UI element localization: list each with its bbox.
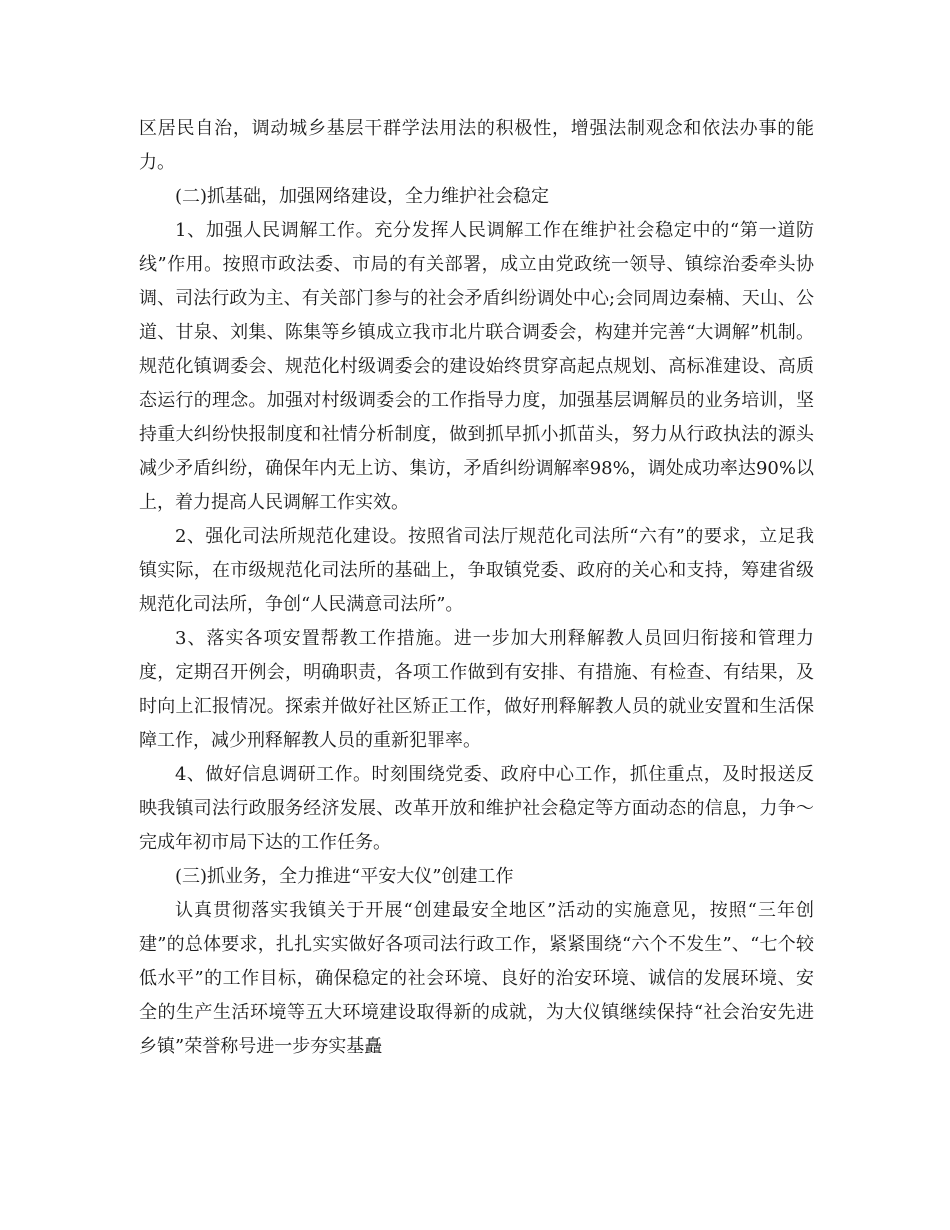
paragraph-continuation: 区居民自治，调动城乡基层干群学法用法的积极性，增强法制观念和依法办事的能力。 [139,118,814,173]
document-body [139,112,814,1064]
paragraph-judicial-office: 2、强化司法所规范化建设。按照省司法厅规范化司法所“六有”的要求，立足我镇实际，在市级规范化司法所的基础上，争取镇党委、政府的关心和支持，筹建省级规范化司法所，争创“人民满意司法所”。 [139,526,814,615]
paragraph-information-research: 4、做好信息调研工作。时刻围绕党委、政府中心工作，抓住重点，及时报送反映我镇司法行政服务经济发展、改革开放和维护社会稳定等方面动态的信息，力争～完成年初市局下达的工作任务。 [139,764,814,853]
section-heading-2: (二)抓基础，加强网络建设，全力维护社会稳定 [175,186,550,207]
paragraph-people-mediation: 1、加强人民调解工作。充分发挥人民调解工作在维护社会稳定中的“第一道防线”作用。按照市政法委、市局的有关部署，成立由党政统一领导、镇综治委牵头协调、司法行政为主、有关部门参与的社会矛盾纠纷调处中心;会同周边秦楠、天山、公道、甘泉、刘集、陈集等乡镇成立我市北片联合调委会，构建并完善“大调解”机制。规范化镇调委会、规范化村级调委会的建设始终贯穿高起点规划、高标准建设、高质态运行的理念。加强对村级调委会的工作指导力度，加强基层调解员的业务培训，坚持重大纠纷快报制度和社情分析制度，做到抓早抓小抓苗头，努力从行政执法的源头减少矛盾纠纷，确保年内无上访、集访，矛盾纠纷调解率98%，调处成功率达90%以上，着力提高人民调解工作实效。 [139,220,814,513]
section-heading-3: (三)抓业务，全力推进“平安大仪”创建工作 [175,866,514,887]
paragraph-resettlement: 3、落实各项安置帮教工作措施。进一步加大刑释解教人员回归衔接和管理力度，定期召开例会，明确职责，各项工作做到有安排、有措施、有检查、有结果，及时向上汇报情况。探索并做好社区矫正工作，做好刑释解教人员的就业安置和生活保障工作，减少刑释解教人员的重新犯罪率。 [139,628,814,751]
paragraph-safe-region: 认真贯彻落实我镇关于开展“创建最安全地区”活动的实施意见，按照“三年创建”的总体要求，扎扎实实做好各项司法行政工作，紧紧围绕“六个不发生”、“七个较低水平”的工作目标，确保稳定的社会环境、良好的治安环境、诚信的发展环境、安全的生产生活环境等五大环境建设取得新的成就，为大仪镇继续保持“社会治安先进乡镇”荣誉称号进一步夯实基矗 [139,900,814,1057]
